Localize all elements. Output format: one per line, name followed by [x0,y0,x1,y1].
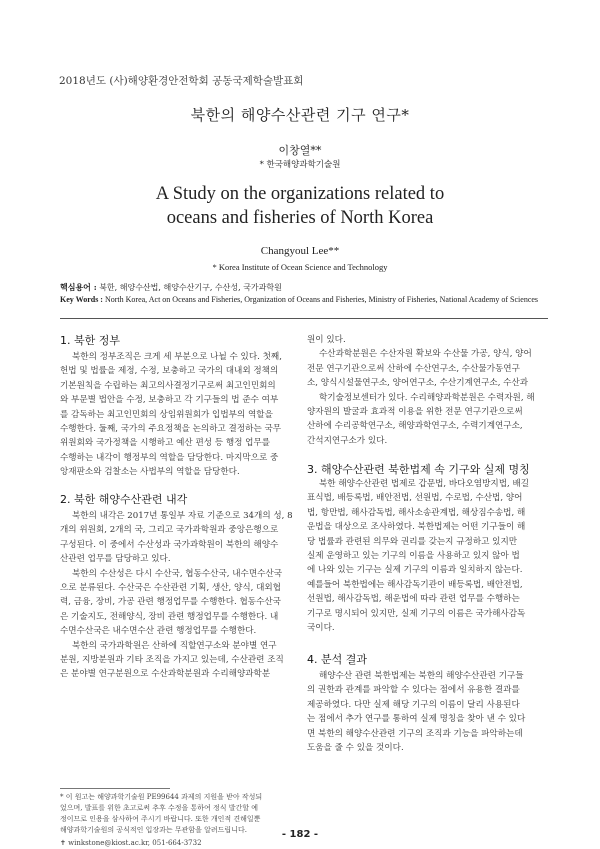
text-line: 분원, 지방분원과 기타 조직을 가지고 있는데, 수산관련 조직 [60,655,284,666]
text-line: 북한 해양수산관련 법제로 갑문법, 바다오염방지법, 배길 [319,479,530,489]
text-line: 수행하는 내각이 행정부의 역할을 담당한다. 마지막으로 중 [60,452,279,463]
title-korean: 북한의 해양수산관련 기구 연구* [190,106,410,124]
text-line: 정이므로 인용을 삼사하여 주시기 바랍니다. 또한 개인적 견해일뿐 [60,815,261,823]
text-line: 북한의 내각은 2017년 통일부 자료 기준으로 34개의 성, 8 [72,511,293,521]
section-3-body [307,477,544,635]
text-line: 해양과학기술원의 공식적인 입장과는 무관함을 알려드립니다. [60,826,247,834]
text-line: 제공하였다. 다만 실제 해당 기구의 이름이 달리 사용된다 [307,699,520,710]
text-line: 의 권한과 관계를 파악할 수 있다는 점에서 유용한 결과를 [307,685,520,696]
header-divider [60,318,548,319]
title-english-line1: A Study on the organizations related to [155,184,445,204]
text-line: 도움을 줄 수 있을 것이다. [307,743,404,754]
text-line: 북한의 수산성은 다시 수산국, 협동수산국, 내수면수산국 [72,568,283,579]
text-line: 북한의 정부조직은 크게 세 부분으로 나뉠 수 있다. 첫째, [72,352,282,362]
text-line: 개의 위원회, 2개의 국, 그리고 국가과학원과 중앙은행으로 [60,525,279,536]
section-3-heading: 3. 해양수산관련 북한법제 속 기구와 실제 명칭 [307,463,530,476]
text-line: 예를들어 북한법에는 해사감독기관이 배등록법, 배안전법, [307,579,523,590]
text-line: 전문 연구기관으로써 산하에 수산연구소, 수산물가동연구 [307,363,520,374]
text-line: 면 북한의 해양수산관련 기구의 조직과 기능을 파악하는데 [307,728,523,739]
author-english: Changyoul Lee** [260,245,340,257]
page-number: - 182 - [281,829,319,840]
text-line: 운법을 대상으로 조사하였다. 북한법제는 어떤 기구들이 해 [307,522,526,533]
text-line: 는 점에서 추가 연구를 통하여 실제 명칭을 찾아 낸 수 있다 [307,714,526,725]
text-line: 선원법, 해사감독법, 해운법에 따라 관련 업무를 수행하는 [307,594,520,605]
text-line: 를 감독하는 최고인민회의 상임위원회가 입법부의 역할을 [60,409,273,420]
text-line: 학기술정보센터가 있다. 수리해양과학분원은 수력자원, 해 [319,392,535,403]
section-4-heading: 4. 분석 결과 [307,653,367,666]
text-line: 해양수산 관련 북한법제는 북한의 해양수산관련 기구들 [319,671,524,681]
text-line: 수면수산국은 내수면수산 관련 행정업무를 수행한다. [60,626,257,637]
text-line: 북한의 국가과학원은 산하에 직할연구소와 분야별 연구 [72,640,277,651]
text-line: 력, 금융, 장비, 가공 관련 행정업무를 수행한다. 협동수산국 [60,597,281,608]
author-korean: 이창열** [278,144,322,157]
text-line: 위원회와 국가정책을 시행하고 예산 편성 등 행정 업무를 [60,438,271,449]
footnote-contact: ✝ winkstone@kiost.ac.kr, 051-664-3732 [60,839,202,847]
section-2-body [60,509,296,682]
section-2-continued [307,333,544,448]
text-line: 은 분야별 연구분원으로 수산과학분원과 수리해양과학분 [60,669,271,680]
text-line: 당 법률과 관련된 의무와 권리를 갖는지 규정하고 있지만 [307,536,518,547]
text-line: 표식법, 배등록법, 배안전법, 선원법, 수로법, 수산법, 양어 [307,493,523,504]
text-line: 은 기술지도, 전해양식, 장비 관련 행정업무를 수행한다. 내 [60,611,279,622]
text-line: 소, 양식시설물연구소, 양어연구소, 수산기계연구소, 수산과 [307,378,529,389]
section-2-heading: 2. 북한 해양수산관련 내각 [60,493,188,506]
footnote [60,792,288,849]
text-line: 기구로 명시되어 있지만, 실제 기구의 이름은 국가해사감독 [307,608,526,619]
text-line: 간석지연구소가 있다. [307,435,388,446]
text-line: 었으며, 발표를 위한 초고로써 추후 수정을 통하여 정식 발간할 예 [60,804,259,812]
text-line: 원이 있다. [307,335,346,345]
keywords-english-text: North Korea, Act on Oceans and Fisheries, Organization of Oceans and Fisheries, Ministry of Fisheries, National Academy of Sciences [104,295,539,304]
text-line: 실제 운영하고 있는 기구의 이름을 사용하고 있지 않아 법 [307,551,520,562]
keywords-korean-text: 북한, 해양수산법, 해양수산기구, 수산성, 국가과학원 [99,283,282,292]
section-1-body [60,350,296,480]
keywords-korean-label: 핵심용어 : [60,282,97,292]
text-line: 앙재판소와 검찰소는 사법부의 역할을 담당한다. [60,467,240,478]
text-line: 기본원칙을 수립하는 최고의사결정기구로써 최고인민회의 [60,380,276,391]
section-1-heading: 1. 북한 정부 [60,334,120,347]
keywords-english-label: Key Words : [60,295,103,304]
text-line: 와 부문별 법안을 수정, 보충하고 각 기구들의 법 준수 여부 [60,395,279,406]
text-line: 산관련 업무를 담당하고 있다. [60,554,171,565]
text-line: 수산과학분원은 수산자원 확보와 수산물 가공, 양식, 양어 [319,349,532,360]
text-line: 헌법 및 법률을 제정, 수정, 보충하고 국가의 대내외 정책의 [60,366,279,377]
footnote-divider [60,788,170,789]
text-line: 법, 항만법, 해사감독법, 해사소송관계법, 해상짐수송법, 해 [307,507,526,518]
affiliation-korean: * 한국해양과학기술원 [259,160,341,170]
conference-header: 2018년도 (사)해양환경안전학회 공동국제학술발표회 [59,75,304,87]
text-line: 양자원의 발굴과 효과적 이용을 위한 전문 연구기관으로써 [307,407,523,418]
text-line: 으로 분류된다. 수산국은 수산관련 기획, 생산, 양식, 대외협 [60,583,281,594]
keywords-english [60,294,550,306]
text-line: 에 나와 있는 기구는 실제 기구의 이름과 일치하지 않는다. [307,565,523,576]
section-4-body [307,669,544,755]
keywords-korean [60,281,550,294]
text-line: 구성된다. 이 중에서 수산성과 국가과학원이 북한의 해양수 [60,539,279,550]
title-english-line2: oceans and fisheries of North Korea [166,208,434,228]
text-line: 산하에 수리공학연구소, 해양과학연구소, 수력기계연구소, [307,421,523,432]
affiliation-english: * Korea Institute of Ocean Science and Technology [212,262,388,272]
text-line: 국이다. [307,623,335,634]
title-english [0,182,600,230]
text-line: * 이 원고는 해양과학기술원 PE99644 과제의 지원을 받아 작성되 [60,793,263,801]
text-line: 수행한다. 둘째, 국가의 주요정책을 논의하고 결정하는 국무 [60,424,282,435]
